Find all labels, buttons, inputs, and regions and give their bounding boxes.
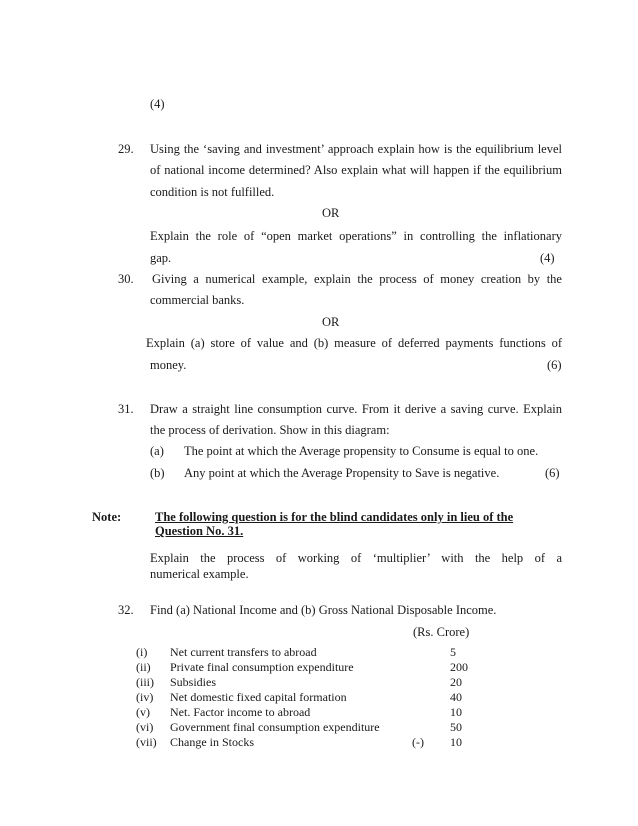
table-row-item: Change in Stocks [170,735,254,749]
table-row-value: 10 [450,735,462,749]
q29-number: 29. [118,142,134,156]
table-row-item: Net domestic fixed capital formation [170,690,347,704]
table-row-value: 10 [450,705,462,719]
table-row-item: Private final consumption expenditure [170,660,354,674]
note-label: Note: [92,510,122,524]
q32-line1: Find (a) National Income and (b) Gross National Disposable Income. [150,603,497,617]
q31-line1: Draw a straight line consumption curve. From it derive a saving curve. Explain [150,402,562,416]
q30-or: OR [322,315,340,329]
q29-marks: (4) [540,251,555,265]
q32-unit: (Rs. Crore) [413,625,470,639]
table-row-item: Net current transfers to abroad [170,645,317,659]
q29-alt-line2: gap. [150,251,172,265]
table-row-item: Subsidies [170,675,217,689]
q29-line1: Using the ‘saving and investment’ approach explain how is the equilibrium level [150,142,562,156]
table-row-value: 5 [450,645,456,659]
table-row-item: Net. Factor income to abroad [170,705,311,719]
top-marks: (4) [150,97,165,111]
table-row-index: (ii) [136,660,151,674]
q30-line2: commercial banks. [150,293,245,307]
q29-or: OR [322,206,340,220]
table-row-index: (iii) [136,675,154,689]
table-row-item: Government final consumption expenditure [170,720,380,734]
q31-b-text: Any point at which the Average Propensity to Save is negative. [184,466,500,480]
q30-line1: Giving a numerical example, explain the process of money creation by the [152,272,562,286]
table-row-value: 20 [450,675,462,689]
q31-b-label: (b) [150,466,165,480]
table-row-index: (vii) [136,735,157,749]
q31-a-text: The point at which the Average propensity to Consume is equal to one. [184,444,539,458]
q30-number: 30. [118,272,134,286]
table-row-index: (v) [136,705,150,719]
table-row-sign: (-) [412,735,424,749]
note-text-line2: numerical example. [150,567,249,581]
table-row-index: (vi) [136,720,154,734]
table-row-index: (i) [136,645,148,659]
q32-number: 32. [118,603,134,617]
q30-alt-line2: money. [150,358,187,372]
table-row-value: 50 [450,720,462,734]
q31-marks: (6) [545,466,560,480]
note-line1: The following question is for the blind candidates only in lieu of the [155,510,514,524]
q30-marks: (6) [547,358,562,372]
q31-number: 31. [118,402,134,416]
table-row-index: (iv) [136,690,154,704]
table-row-value: 40 [450,690,462,704]
table-row-value: 200 [450,660,468,674]
q31-a-label: (a) [150,444,164,458]
note-text-line1: Explain the process of working of ‘multiplier’ with the help of a [150,551,562,565]
q29-alt-line1: Explain the role of “open market operations” in controlling the inflationary [150,229,562,243]
q29-line3: condition is not fulfilled. [150,185,275,199]
q31-line2: the process of derivation. Show in this diagram: [150,423,390,437]
q29-line2: of national income determined? Also explain what will happen if the equilibrium [150,163,562,177]
q30-alt-line1: Explain (a) store of value and (b) measure of deferred payments functions of [146,336,562,350]
note-line2: Question No. 31. [155,524,244,538]
